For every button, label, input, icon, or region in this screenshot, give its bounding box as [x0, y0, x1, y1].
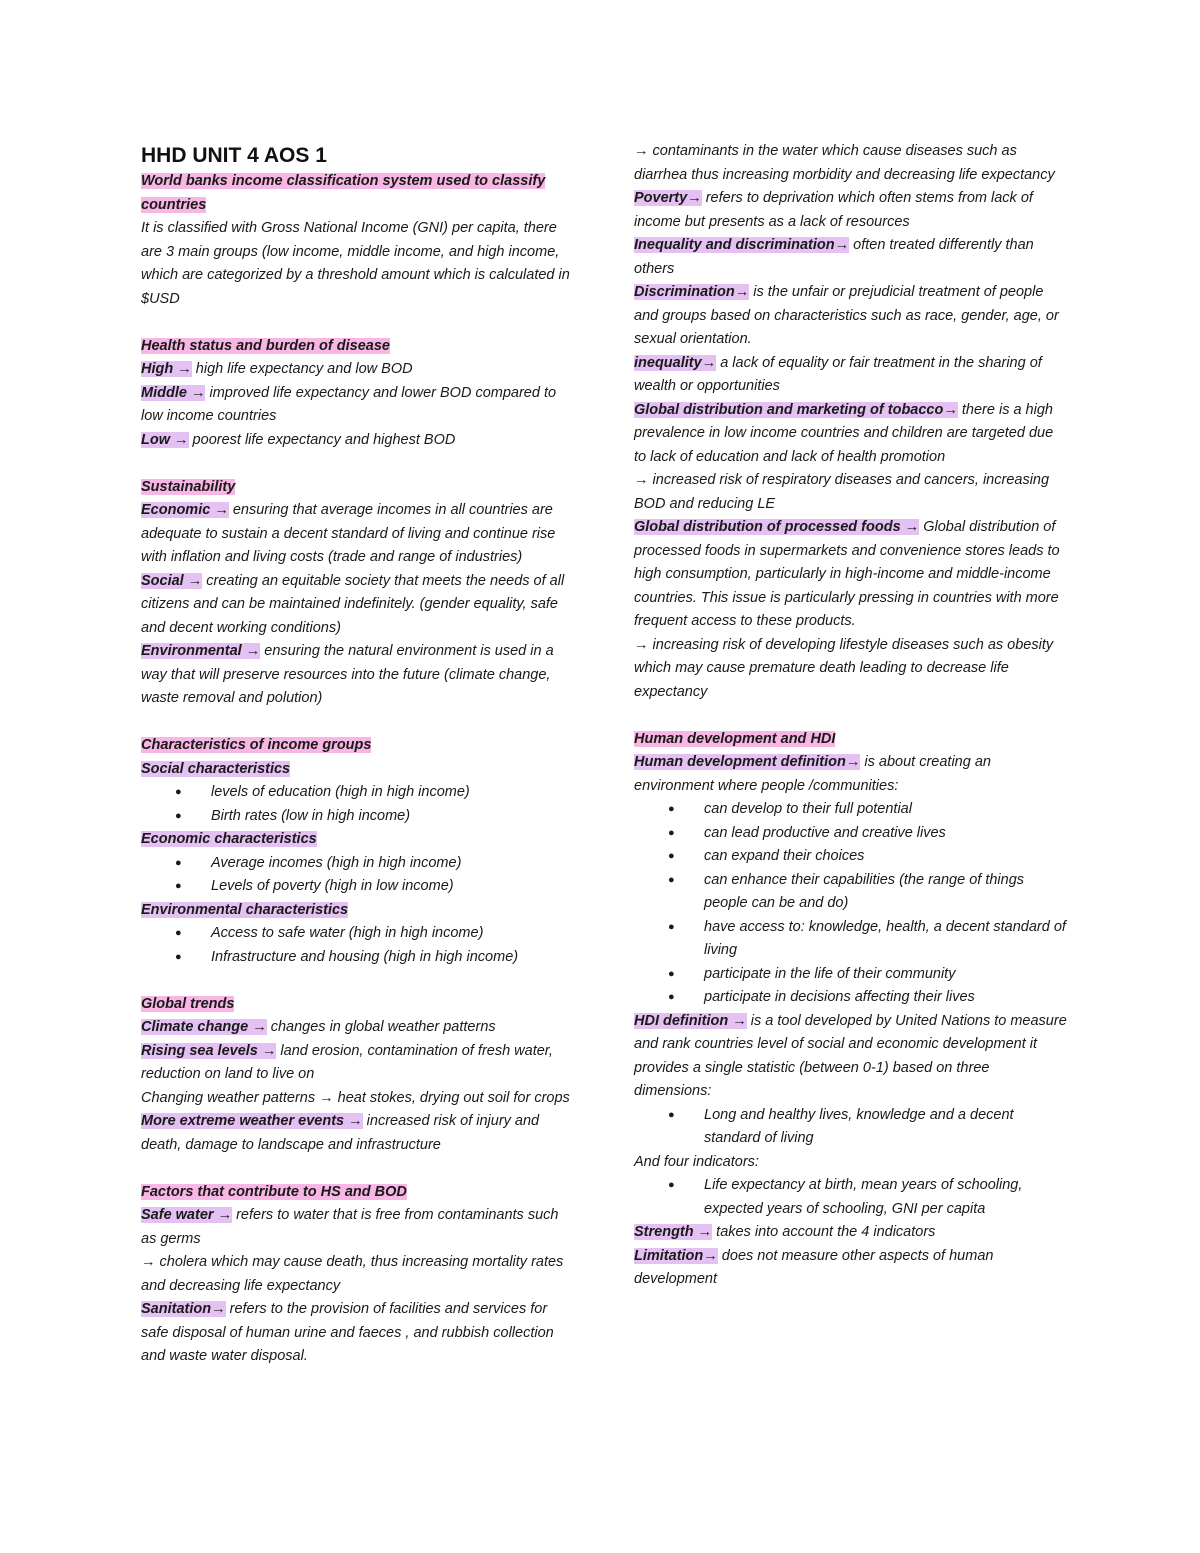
list-item: ● can lead productive and creative lives	[634, 822, 1069, 846]
list-item: ● participate in the life of their community	[634, 963, 1069, 987]
subheading-economic: Economic characteristics	[141, 831, 317, 847]
heading-sustainability: Sustainability	[141, 478, 236, 495]
limitation: Limitation→ does not measure other aspects of human development	[634, 1247, 994, 1287]
list-item: ● levels of education (high in high income)	[141, 781, 576, 805]
right-column	[634, 140, 1069, 1292]
term-inequality: inequality→	[634, 354, 717, 371]
term-inequality-discrimination: Inequality and discrimination→	[634, 237, 850, 253]
tobacco: Global distribution and marketing of tobacco→ there is a high prevalence in low income countries and children are targeted due to lack of education and lack of health promotion	[634, 401, 1054, 465]
term-extreme-weather: More extreme weather events →	[141, 1113, 363, 1129]
list-item: ● Levels of poverty (high in low income)	[141, 875, 576, 899]
heading-world-bank: World banks income classification system used to classify countries	[141, 173, 546, 213]
sus-social: Social → creating an equitable society that meets the needs of all citizens and can be maintained indefinitely. (gender equality, safe and decent working conditions)	[141, 572, 565, 636]
term-climate-change: Climate change →	[141, 1019, 267, 1035]
gt-extreme: More extreme weather events → increased risk of injury and death, damage to landscape and infrastructure	[141, 1113, 540, 1153]
poverty: Poverty→ refers to deprivation which often stems from lack of income but presents as a lack of resources	[634, 190, 1033, 230]
term-discrimination: Discrimination→	[634, 284, 750, 300]
heading-human-development: Human development and HDI	[634, 730, 836, 747]
heading-global-trends: Global trends	[141, 995, 235, 1012]
gt-weather: Changing weather patterns → heat stokes, drying out soil for crops	[141, 1089, 570, 1106]
indicators-intro: And four indicators:	[634, 1153, 759, 1170]
inequality-discrimination: Inequality and discrimination→ often treated differently than others	[634, 237, 1034, 277]
left-column	[141, 140, 576, 1369]
page-title: HHD UNIT 4 AOS 1	[141, 144, 327, 167]
hd-definition: Human development definition→ is about creating an environment where people /communities:	[634, 754, 991, 794]
hdi-definition: HDI definition → is a tool developed by United Nations to measure and rank countries level of social and economic development it provides a single statistic (between 0-1) based on three dimensions:	[634, 1012, 1067, 1099]
term-strength: Strength →	[634, 1224, 713, 1240]
gt-climate: Climate change → changes in global weather patterns	[141, 1019, 496, 1035]
term-economic: Economic →	[141, 502, 229, 518]
list-item: ● Long and healthy lives, knowledge and a decent standard of living	[634, 1104, 1069, 1151]
subheading-social: Social characteristics	[141, 760, 291, 777]
term-hd-definition: Human development definition→	[634, 754, 861, 770]
list-item: ● Infrastructure and housing (high in high income)	[141, 946, 576, 970]
term-processed-foods: Global distribution of processed foods →	[634, 519, 920, 535]
term-environmental: Environmental →	[141, 643, 261, 659]
term-middle: Middle →	[141, 384, 206, 401]
list-item: ● Life expectancy at birth, mean years of schooling, expected years of schooling, GNI per capita	[634, 1174, 1069, 1221]
f-sanitation: Sanitation→ refers to the provision of facilities and services for safe disposal of human urine and faeces , and rubbish collection and waste water disposal.	[141, 1301, 554, 1364]
tobacco-result: → increased risk of respiratory diseases and cancers, increasing BOD and reducing LE	[634, 472, 1050, 512]
sus-environmental: Environmental → ensuring the natural environment is used in a way that will preserve resources into the future (climate change, waste removal and polution)	[141, 643, 554, 706]
term-low: Low →	[141, 431, 189, 448]
hs-low: Low → poorest life expectancy and highest BOD	[141, 431, 456, 448]
sus-economic: Economic → ensuring that average incomes in all countries are adequate to sustain a decent standard of living and continue rise with inflation and living costs (trade and range of industries)	[141, 502, 556, 565]
term-rising-sea: Rising sea levels →	[141, 1042, 277, 1059]
processed-result: → increasing risk of developing lifestyle diseases such as obesity which may cause premature death leading to decrease life expectancy	[634, 636, 1054, 700]
f-cholera: → cholera which may cause death, thus increasing mortality rates and decreasing life expectancy	[141, 1254, 564, 1294]
term-hdi-definition: HDI definition →	[634, 1012, 747, 1029]
term-tobacco: Global distribution and marketing of tobacco→	[634, 401, 958, 418]
list-item: ● have access to: knowledge, health, a decent standard of living	[634, 916, 1069, 963]
economic-list	[141, 852, 576, 899]
term-safe-water: Safe water →	[141, 1207, 233, 1223]
hs-high: High → high life expectancy and low BOD	[141, 361, 413, 377]
term-high: High →	[141, 361, 192, 377]
section-wb	[141, 170, 576, 217]
indicators-list	[634, 1174, 1069, 1221]
environmental-list	[141, 922, 576, 969]
processed-foods: Global distribution of processed foods → Global distribution of processed foods in supermarkets and convenience stores leads to high consumption, particularly in high-income and middle-income countries. This issue is particularly pressing in countries with more frequent access to these products.	[634, 519, 1060, 629]
list-item: ● Birth rates (low in high income)	[141, 805, 576, 829]
list-item: ● can develop to their full potential	[634, 798, 1069, 822]
strength: Strength → takes into account the 4 indicators	[634, 1224, 936, 1240]
discrimination: Discrimination→ is the unfair or prejudicial treatment of people and groups based on characteristics such as race, gender, age, or sexual orientation.	[634, 284, 1059, 347]
term-limitation: Limitation→	[634, 1247, 718, 1264]
list-item: ● can enhance their capabilities (the range of things people can be and do)	[634, 869, 1069, 916]
gt-sea: Rising sea levels → land erosion, contamination of fresh water, reduction on land to live on	[141, 1042, 553, 1082]
term-poverty: Poverty→	[634, 190, 702, 206]
term-sanitation: Sanitation→	[141, 1301, 226, 1317]
subheading-environmental: Environmental characteristics	[141, 901, 349, 918]
f-water: Safe water → refers to water that is free from contaminants such as germs	[141, 1207, 559, 1247]
hs-middle: Middle → improved life expectancy and lower BOD compared to low income countries	[141, 384, 557, 424]
hd-list	[634, 798, 1069, 1010]
hdi-dimensions-list	[634, 1104, 1069, 1151]
social-list	[141, 781, 576, 828]
wb-text: It is classified with Gross National Income (GNI) per capita, there are 3 main groups (low income, middle income, and high income, which are categorized by a threshold amount which is calculated in $USD	[141, 220, 570, 307]
term-social: Social →	[141, 572, 203, 589]
inequality: inequality→ a lack of equality or fair treatment in the sharing of wealth or opportunities	[634, 354, 1042, 394]
contaminants: → contaminants in the water which cause diseases such as diarrhea thus increasing morbidity and decreasing life expectancy	[634, 143, 1055, 183]
heading-factors: Factors that contribute to HS and BOD	[141, 1183, 407, 1200]
list-item: ● participate in decisions affecting their lives	[634, 986, 1069, 1010]
heading-characteristics: Characteristics of income groups	[141, 737, 372, 753]
list-item: ● can expand their choices	[634, 845, 1069, 869]
list-item: ● Average incomes (high in high income)	[141, 852, 576, 876]
list-item: ● Access to safe water (high in high income)	[141, 922, 576, 946]
heading-health-status: Health status and burden of disease	[141, 337, 390, 354]
